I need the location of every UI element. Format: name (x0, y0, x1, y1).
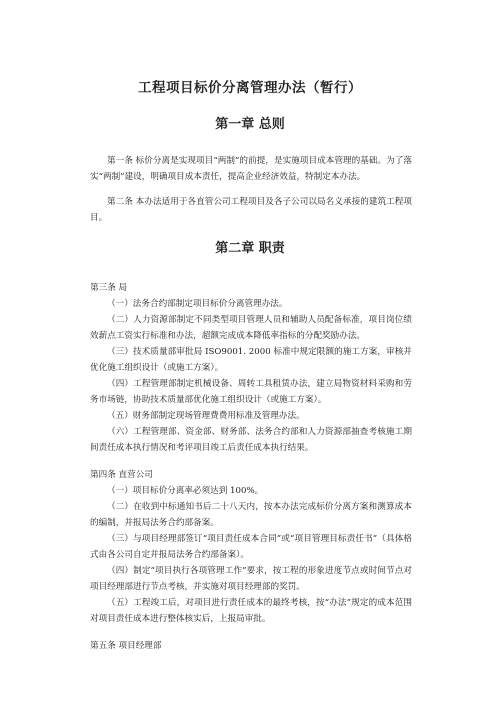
article-3-item-5: （五）财务部制定现场管理费费用标准及管理办法。 (107, 411, 305, 421)
article-3-item-4: （四）工程管理部制定机械设备、周转工具租赁办法，建立局物资材料采购和劳务市场链，协助技术质量部优化施工组织设计（或施工方案）。 (90, 379, 412, 405)
article-1: 第一条 标价分离是实现项目“两制”的前提，是实施项目成本管理的基础。为了落实“两制”建设，明确项目成本责任，提高企业经济效益，特制定本办法。 (90, 156, 412, 182)
article-3-item-6: （六）工程管理部、资金部、财务部、法务合约部和人力资源部抽查考核施工期间责任成本执行情况和考评项目竣工后责任成本执行结果。 (90, 427, 412, 453)
article-5-heading: 第五条 项目经理部 (90, 641, 162, 651)
article-4-item-3: （三）与项目经理部签订“项目责任成本合同”或“项目管理目标责任书”（具体格式由各公司自定并报局法务合约部备案）。 (90, 534, 412, 560)
article-3-item-2: （二）人力资源部制定不同类型项目管理人员和辅助人员配备标准，项目岗位绩效薪点工资实行标准和办法，超额完成成本降低率指标的分配奖励办法。 (90, 315, 412, 341)
chapter-heading-2: 第二章 职责 (215, 241, 285, 256)
article-4-item-2: （二）在收到中标通知书后二十八天内，按本办法完成标价分离方案和测算成本的编制，并报局法务合约部备案。 (90, 502, 412, 528)
document-title: 工程项目标价分离管理办法（暂行） (138, 80, 362, 96)
article-3-item-1: （一）法务合约部制定项目标价分离管理办法。 (107, 299, 288, 309)
article-4-item-4: （四）制定“项目执行各项管理工作”要求，按工程的形象进度节点或时间节点对项目经理部进行节点考核，并实施对项目经理部的奖罚。 (90, 566, 412, 592)
article-2: 第二条 本办法适用于各直管公司工程项目及各子公司以局名义承接的建筑工程项目。 (90, 197, 412, 223)
article-4-item-1: （一）项目标价分离率必须达到 100%。 (107, 486, 264, 496)
article-3-item-3: （三）技术质量部审批局 ISO9001. 2000 标准中规定限额的施工方案，审核并优化施工组织设计（或施工方案）。 (90, 347, 412, 373)
chapter-heading-1: 第一章 总则 (215, 117, 285, 132)
article-4-item-5: （五）工程竣工后，对项目进行责任成本的最终考核，按“办法”规定的成本范围对项目责任成本进行整体核实后，上报局审批。 (90, 598, 412, 624)
article-3-heading: 第三条 局 (90, 283, 128, 293)
article-4-heading: 第四条 直营公司 (90, 470, 153, 480)
